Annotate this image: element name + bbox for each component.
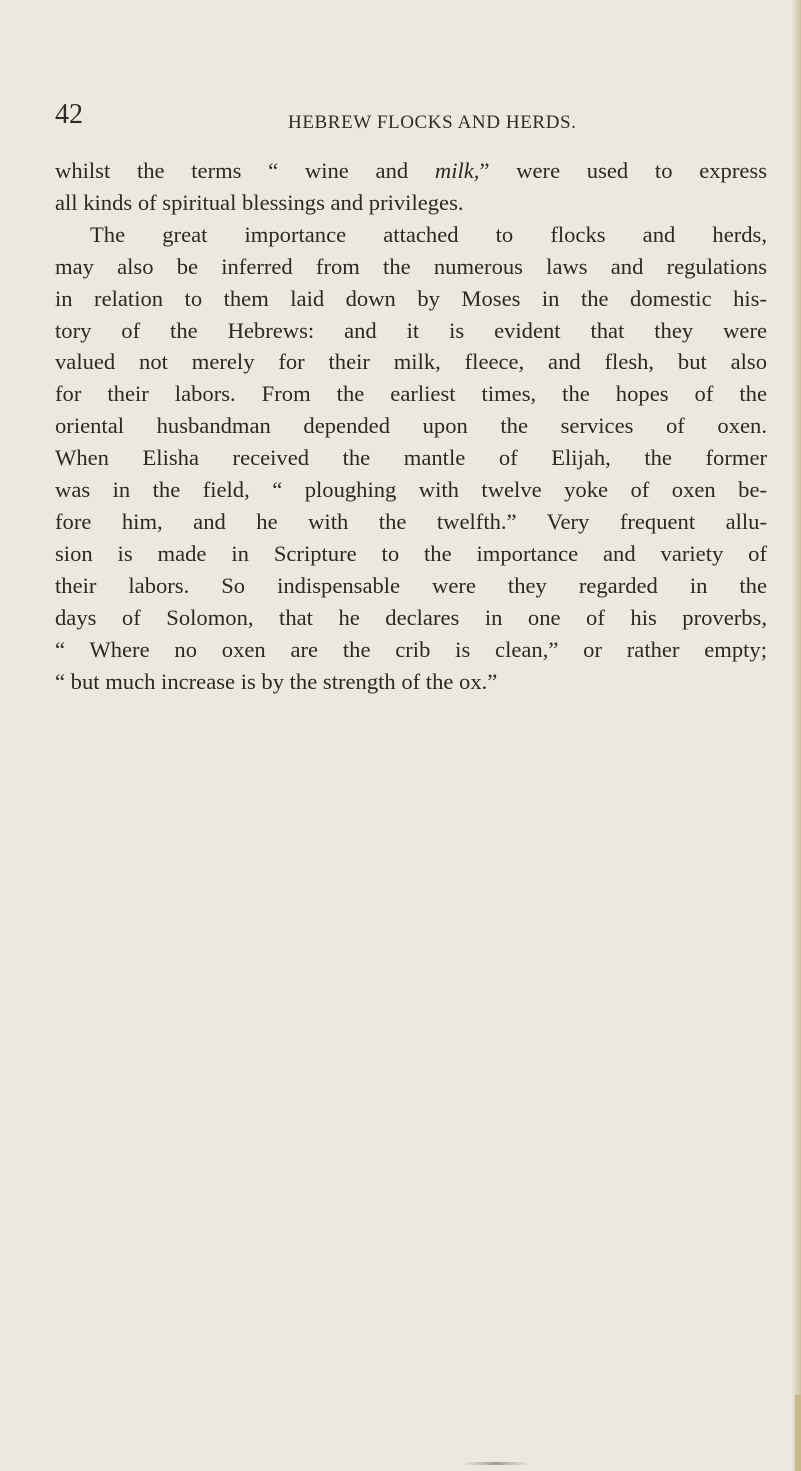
text-line: tory of the Hebrews: and it is evident that they were	[55, 317, 767, 343]
text-line: in relation to them laid down by Moses in the domestic his-	[55, 285, 767, 311]
paragraph-first-line: The great importance attached to flocks and herds,	[90, 221, 767, 247]
text-line: “ but much increase is by the strength of the ox.”	[55, 668, 498, 694]
text-line: their labors. So indispensable were they regarded in the	[55, 572, 767, 598]
page-header	[55, 100, 765, 140]
text-span: whilst the terms “ wine and	[55, 158, 435, 183]
page-edge-strip	[795, 1395, 801, 1471]
text-line: valued not merely for their milk, fleece, and flesh, but also	[55, 349, 767, 375]
print-smudge	[462, 1462, 530, 1465]
text-line: all kinds of spiritual blessings and privileges.	[55, 189, 464, 215]
text-line: fore him, and he with the twelfth.” Very frequent allu-	[55, 508, 767, 534]
page-number: 42	[55, 99, 83, 130]
text-line: oriental husbandman depended upon the services of oxen.	[55, 413, 767, 439]
running-head: HEBREW FLOCKS AND HERDS.	[288, 112, 577, 133]
page-edge-shadow	[791, 0, 801, 1471]
text-line: was in the field, “ ploughing with twelve yoke of oxen be-	[55, 477, 767, 503]
text-span: ” were used to express	[479, 158, 767, 183]
text-line	[55, 155, 767, 187]
text-line: for their labors. From the earliest times, the hopes of the	[55, 381, 767, 407]
text-line: may also be inferred from the numerous laws and regulations	[55, 253, 767, 279]
text-line: sion is made in Scripture to the importance and variety of	[55, 540, 767, 566]
text-line: When Elisha received the mantle of Elijah, the former	[55, 445, 767, 471]
text-line: “ Where no oxen are the crib is clean,” or rather empty;	[55, 636, 767, 662]
text-line: days of Solomon, that he declares in one of his proverbs,	[55, 604, 767, 630]
body-text	[55, 155, 767, 697]
italic-word: milk,	[434, 158, 480, 183]
